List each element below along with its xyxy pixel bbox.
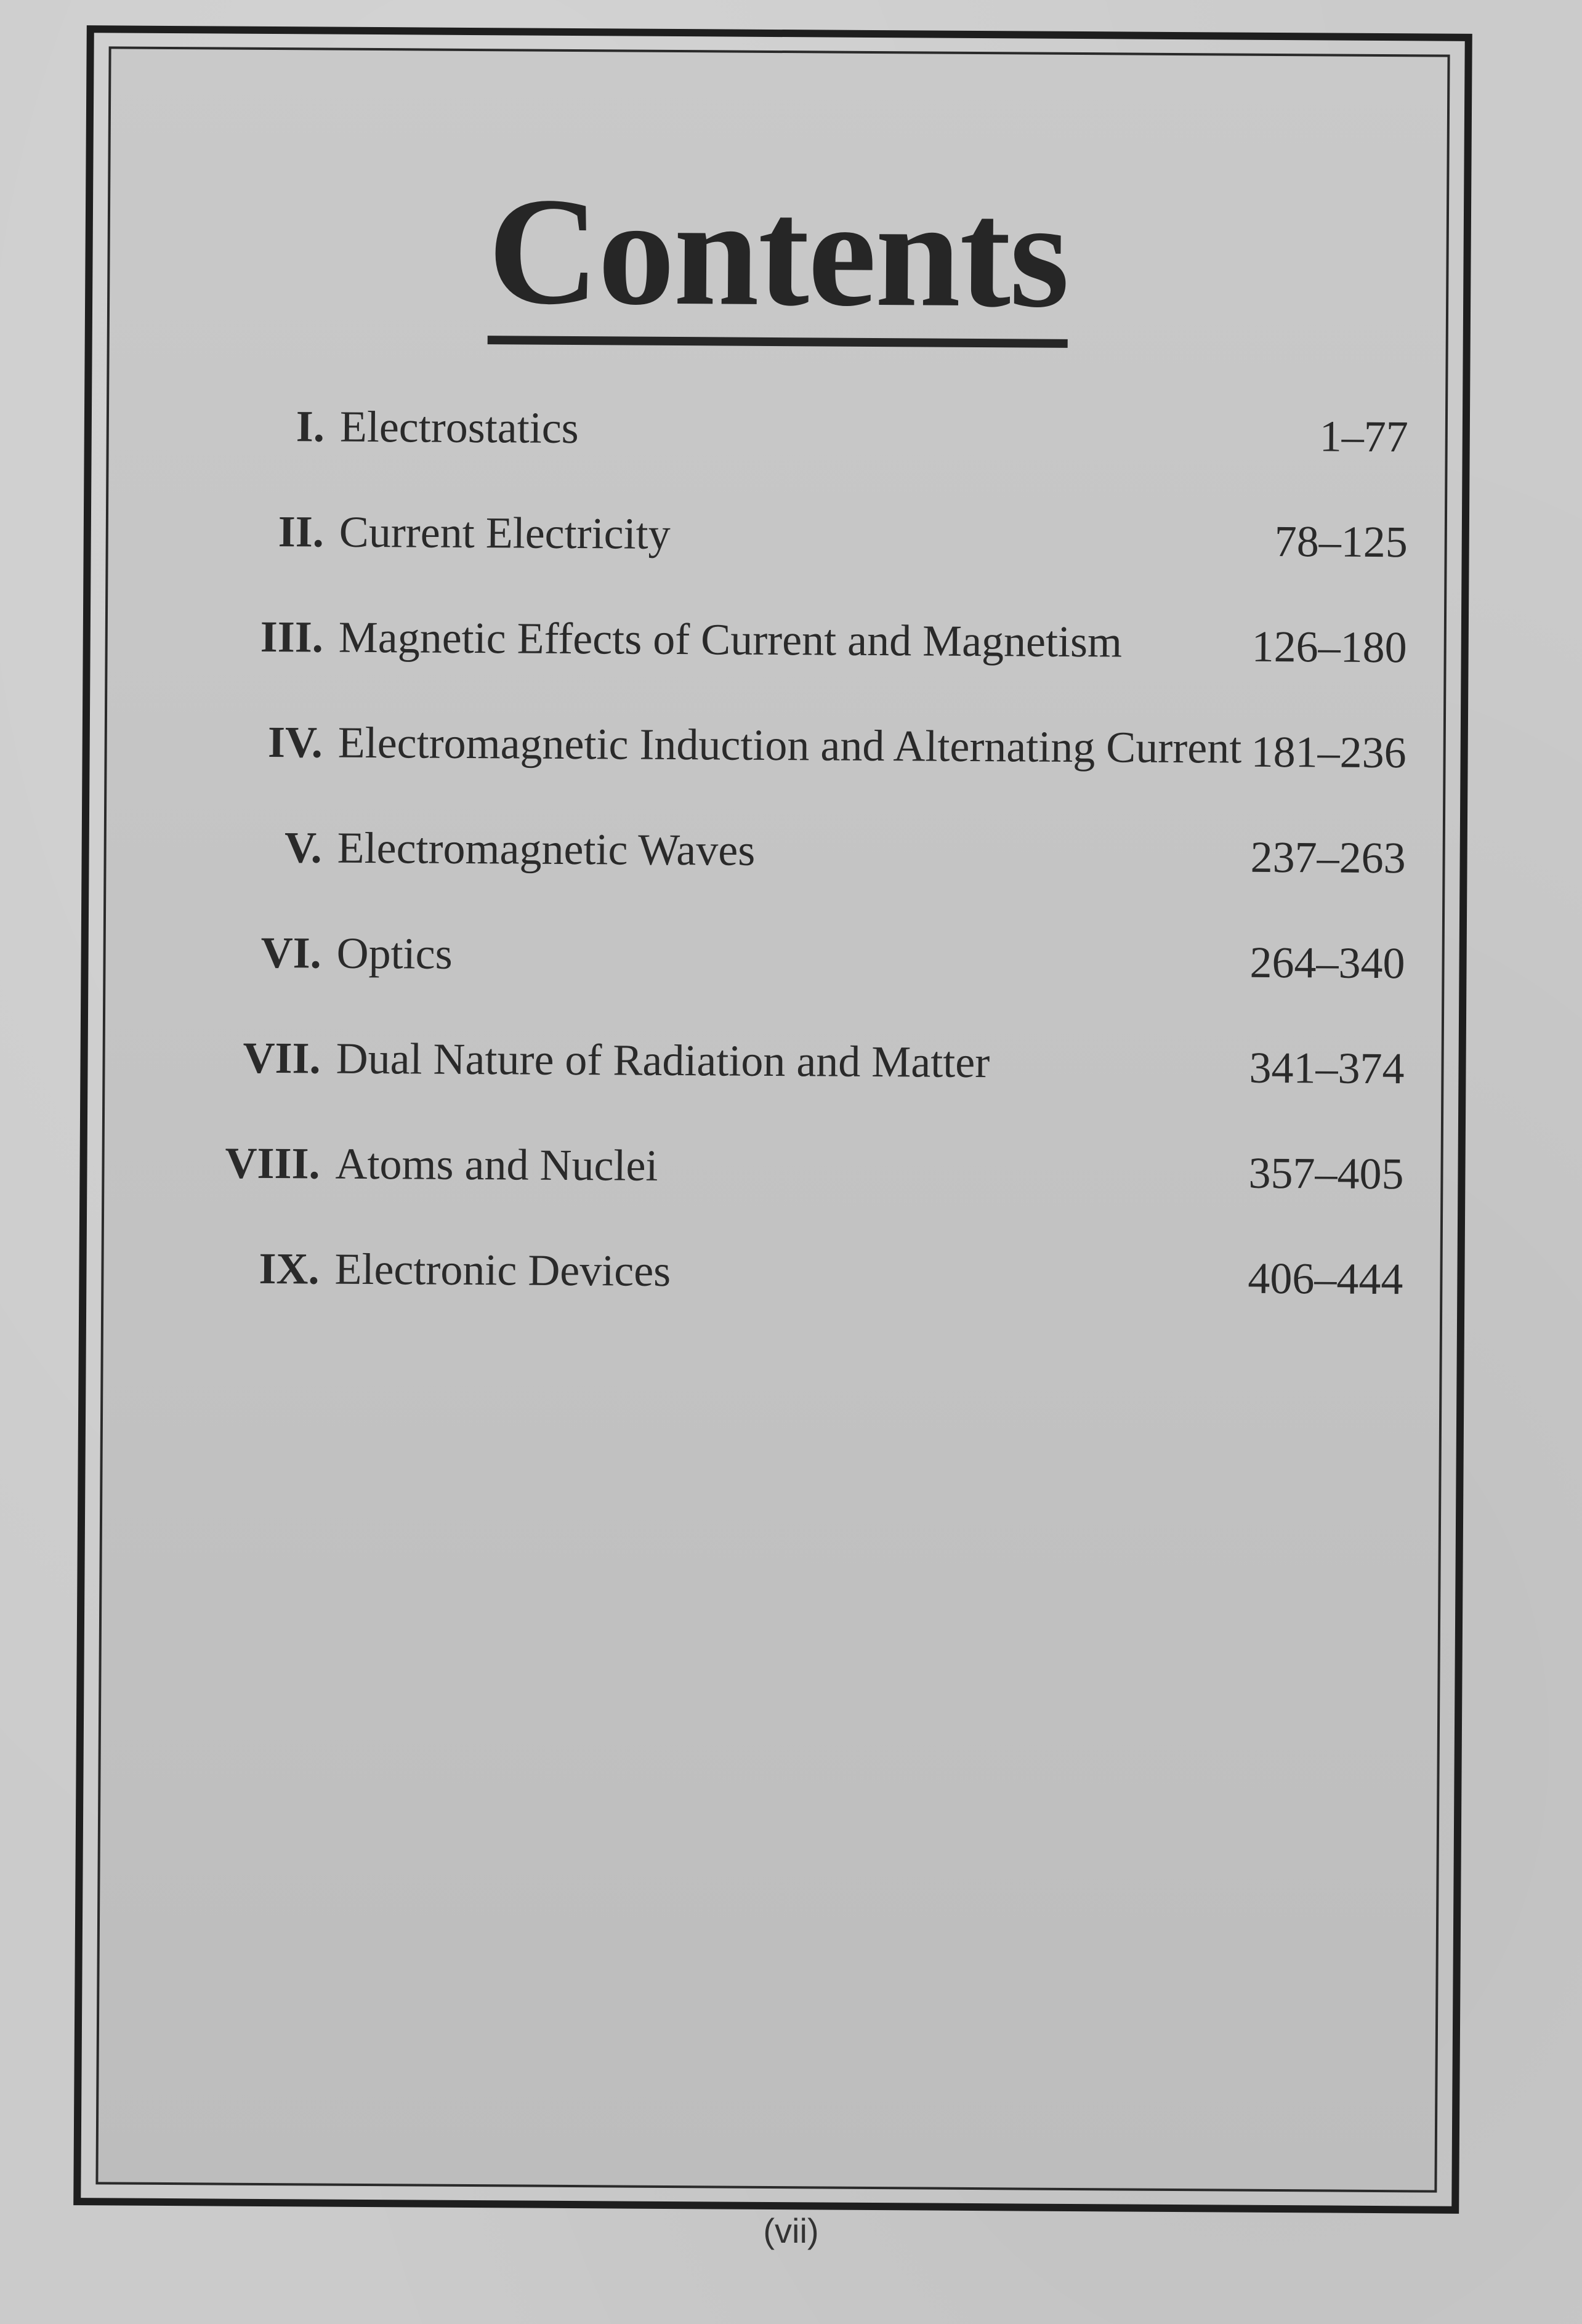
toc-entry-title: Atoms and Nuclei	[335, 1139, 658, 1190]
toc-entry-title: Electrostatics	[339, 401, 579, 453]
page-number: (vii)	[763, 2211, 819, 2250]
toc-entry	[129, 1023, 1405, 1136]
toc-entry-number: V.	[284, 823, 322, 873]
toc-entry-number: I.	[296, 401, 325, 451]
toc-entry-pages: 181–236	[1251, 727, 1406, 778]
toc-entry-title: Electromagnetic Waves	[337, 823, 756, 875]
toc-entry-title: Electronic Devices	[334, 1244, 671, 1296]
contents-heading	[110, 166, 1447, 350]
toc-entry	[130, 918, 1405, 1031]
toc-entry	[129, 1128, 1404, 1241]
toc-entry	[132, 496, 1408, 610]
toc-entry-number: VIII.	[225, 1138, 320, 1188]
toc-entry-number: II.	[278, 507, 325, 557]
toc-entry-pages: 406–444	[1248, 1253, 1403, 1304]
toc-entry-pages: 1–77	[1319, 411, 1409, 462]
toc-entry-number: IX.	[259, 1243, 320, 1294]
toc-entry	[133, 391, 1408, 504]
toc-entry-number: VII.	[243, 1033, 321, 1083]
toc-entry-title: Current Electricity	[339, 507, 671, 559]
toc-entry-pages: 78–125	[1274, 516, 1408, 567]
table-of-contents	[128, 391, 1408, 1347]
toc-entry-title: Optics	[336, 928, 453, 978]
toc-entry-title: Magnetic Effects of Current and Magnetism	[338, 612, 1123, 667]
toc-entry-pages: 264–340	[1249, 937, 1405, 988]
toc-entry	[128, 1233, 1403, 1347]
toc-entry-title: Electromagnetic Induction and Alternating Current	[337, 717, 1242, 773]
toc-entry	[131, 812, 1406, 926]
page-border-inner	[95, 46, 1450, 2192]
toc-entry-title: Dual Nature of Radiation and Matter	[336, 1033, 990, 1087]
toc-entry-number: III.	[260, 611, 324, 662]
toc-entry	[132, 602, 1407, 715]
page-border-outer	[73, 25, 1472, 2214]
toc-entry-number: IV.	[267, 717, 323, 767]
toc-entry-pages: 341–374	[1249, 1043, 1405, 1094]
toc-entry-pages: 126–180	[1251, 621, 1407, 672]
toc-entry-pages: 357–405	[1248, 1148, 1404, 1199]
toc-entry-number: VI.	[260, 927, 321, 978]
toc-entry-pages: 237–263	[1250, 832, 1406, 883]
contents-heading-text: Contents	[487, 174, 1068, 348]
toc-entry	[131, 707, 1406, 820]
